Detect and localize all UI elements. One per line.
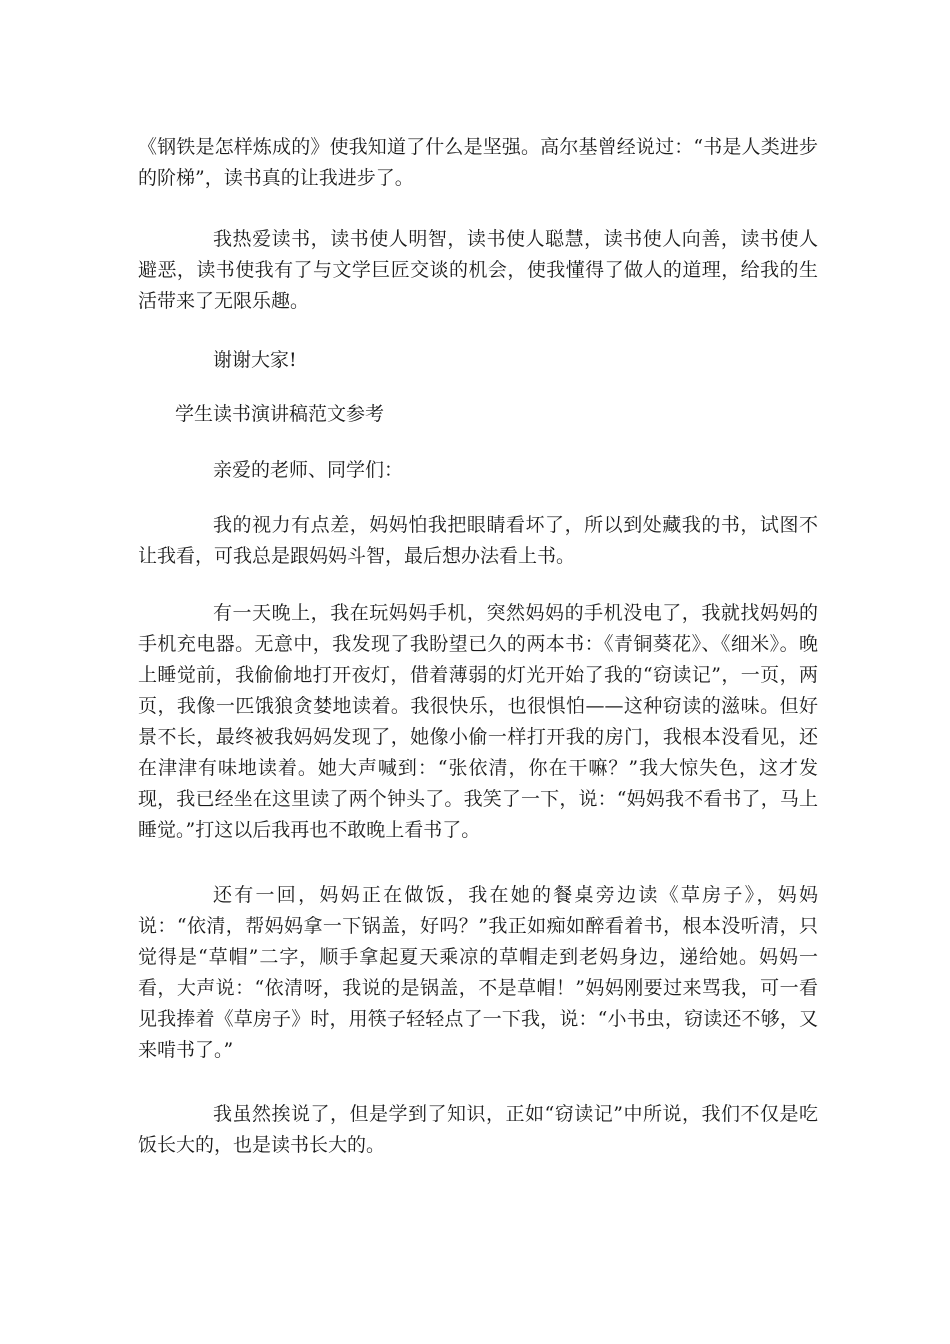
paragraph-conclusion: 我虽然挨说了，但是学到了知识，正如“窃读记”中所说，我们不仅是吃饭长大的，也是读书长大的。 [138,1103,818,1156]
paragraph-greeting: 亲爱的老师、同学们： [213,459,404,481]
paragraph-steel-book: 《钢铁是怎样炼成的》使我知道了什么是坚强。高尔基曾经说过：“书是人类进步的阶梯”，读书真的让我进步了。 [138,136,818,189]
section-title: 学生读书演讲稿范文参考 [175,403,385,425]
paragraph-love-reading: 我热爱读书，读书使人明智，读书使人聪慧，读书使人向善，读书使人避恶，读书使我有了与文学巨匠交谈的机会，使我懂得了做人的道理，给我的生活带来了无限乐趣。 [138,228,818,312]
paragraph-night-reading: 有一天晚上，我在玩妈妈手机，突然妈妈的手机没电了，我就找妈妈的手机充电器。无意中，我发现了我盼望已久的两本书：《青铜葵花》、《细米》。晚上睡觉前，我偷偷地打开夜灯，借着薄弱的灯光开始了我的“窃读记”，一页，两页，我像一匹饿狼贪婪地读着。我很快乐，也很惧怕——这种窃读的滋味。但好景不长，最终被我妈妈发现了，她像小偷一样打开我的房门，我根本没看见，还在津津有味地读着。她大声喊到：“张依清，你在干嘛？”我大惊失色，这才发现，我已经坐在这里读了两个钟头了。我笑了一下，说：“妈妈我不看书了，马上睡觉。”打这以后我再也不敢晚上看书了。 [138,602,818,841]
paragraph-straw-hat: 还有一回，妈妈正在做饭，我在她的餐桌旁边读《草房子》，妈妈说：“依清，帮妈妈拿一下锅盖，好吗？”我正如痴如醉看着书，根本没听清，只觉得是“草帽”二字，顺手拿起夏天乘凉的草帽走到老妈身边，递给她。妈妈一看，大声说：“依清呀，我说的是锅盖，不是草帽！”妈妈刚要过来骂我，可一看见我捧着《草房子》时，用筷子轻轻点了一下我，说：“小书虫，窃读还不够，又来啃书了。” [138,884,818,1061]
paragraph-eyesight: 我的视力有点差，妈妈怕我把眼睛看坏了，所以到处藏我的书，试图不让我看，可我总是跟妈妈斗智，最后想办法看上书。 [138,514,818,567]
paragraph-thanks: 谢谢大家! [213,349,297,371]
